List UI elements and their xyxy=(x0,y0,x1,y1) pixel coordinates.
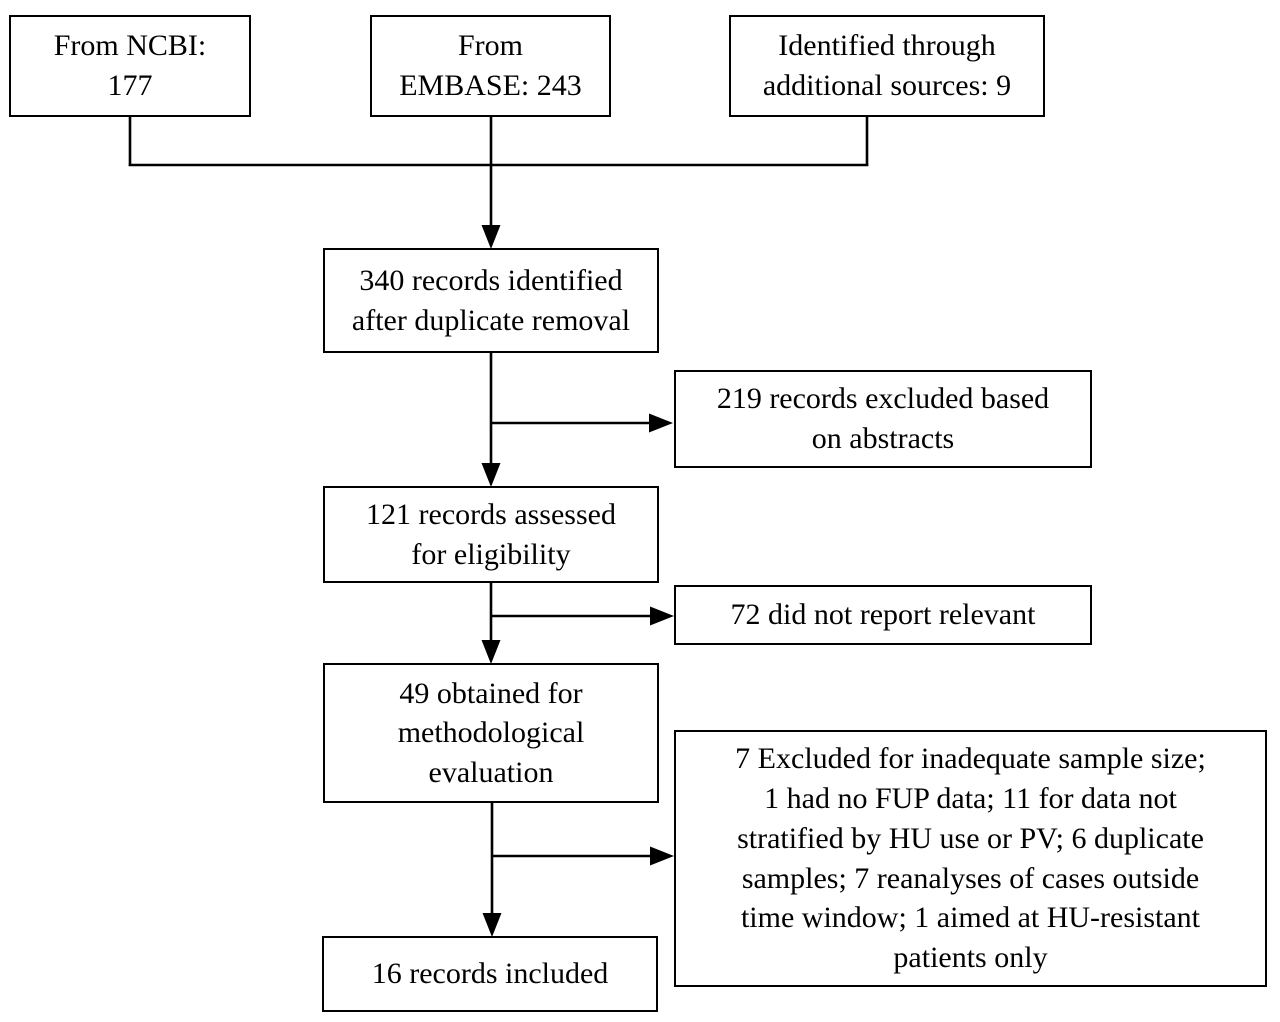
arrowhead-dedup xyxy=(482,225,501,249)
box-text-line: EMBASE: 243 xyxy=(399,69,582,102)
box-text-line: 219 records excluded based xyxy=(716,382,1050,416)
arrowhead-assessed xyxy=(482,463,501,487)
not-relevant-box xyxy=(674,585,1092,645)
box-text-line: 1 had no FUP data; 11 for data not xyxy=(764,781,1177,815)
box-text-line: methodological xyxy=(397,716,585,750)
box-text-line: 16 records included xyxy=(371,957,609,991)
box-text-line: stratified by HU use or PV; 6 duplicate xyxy=(737,821,1204,855)
box-text-line: on abstracts xyxy=(811,422,955,455)
arrowhead-excluded-abstracts xyxy=(649,414,673,433)
box-text-line: time window; 1 aimed at HU-resistant xyxy=(740,901,1201,935)
box-text-line: Identified through xyxy=(778,29,996,63)
arrowhead-not-relevant xyxy=(650,607,674,626)
arrowhead-exclusion-reasons xyxy=(650,847,674,866)
box-text-line: From xyxy=(457,29,523,63)
box-text-line: evaluation xyxy=(428,755,554,789)
box-text-line: for eligibility xyxy=(411,537,571,571)
box-text-line: 121 records assessed xyxy=(366,497,616,531)
records-included-box xyxy=(322,936,658,1012)
box-text-line: after duplicate removal xyxy=(351,303,631,337)
exclusion-reasons-box xyxy=(674,730,1267,987)
box-text-line: patients only xyxy=(893,941,1048,975)
arrowhead-included xyxy=(483,913,502,937)
excluded-abstracts-box xyxy=(674,370,1092,468)
box-text-line: 72 did not report relevant xyxy=(730,598,1036,632)
records-identified-box xyxy=(323,248,659,353)
box-text-line: 49 obtained for xyxy=(399,676,583,710)
source-additional-box xyxy=(729,15,1045,117)
source-embase-box xyxy=(370,15,611,117)
methodological-evaluation-box xyxy=(323,663,659,803)
box-text-line: 177 xyxy=(107,69,153,102)
box-text-line: samples; 7 reanalyses of cases outside xyxy=(741,861,1200,895)
source-ncbi-box xyxy=(9,15,251,117)
box-text-line: additional sources: 9 xyxy=(762,69,1012,102)
box-text-line: 340 records identified xyxy=(359,263,623,297)
box-text-line: 7 Excluded for inadequate sample size; xyxy=(735,741,1206,775)
box-text-line: From NCBI: xyxy=(53,29,207,63)
assessed-eligibility-box xyxy=(323,486,659,583)
arrowhead-method xyxy=(482,640,501,664)
